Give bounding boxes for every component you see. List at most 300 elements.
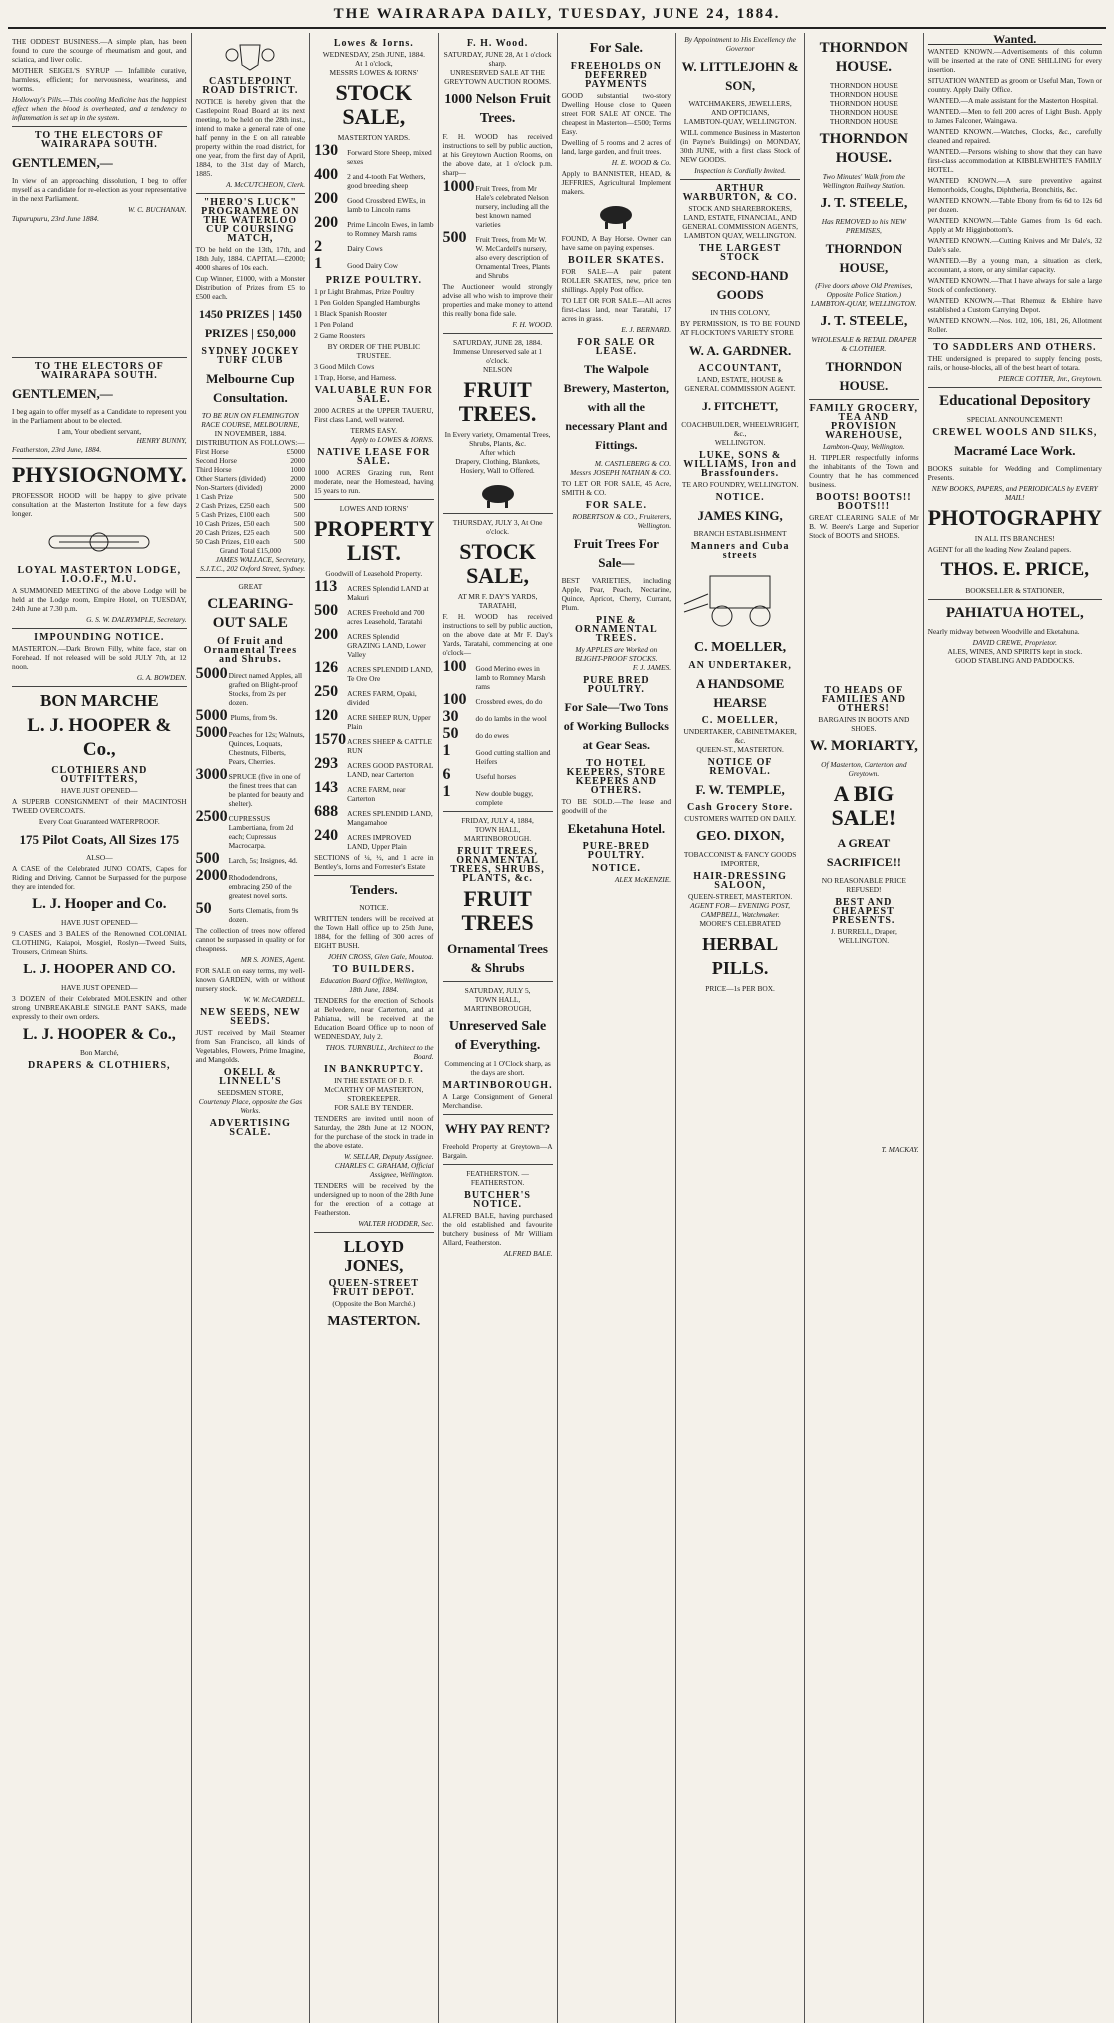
lot-text: ACRES FARM, Opaki, divided — [347, 689, 417, 707]
cross-sig: JOHN CROSS, Glen Gale, Moutoa. — [327, 952, 434, 961]
apply: Apply to LOWES & IORNS. — [350, 435, 434, 444]
fruit-depot: QUEEN-STREET FRUIT DEPOT. — [328, 1278, 419, 1298]
distribution-amount: 500 — [294, 528, 306, 537]
lot-number: 50 — [195, 900, 212, 917]
undertaker: AN UNDERTAKER, — [688, 660, 792, 671]
lot-text: Fruit Trees, from Mr W. W. McCardell's nursery, also every description of Ornamental Trees, Plants and Shrubs — [475, 235, 551, 280]
wanted-list — [928, 47, 1102, 334]
to-let: TO LET OR FOR SALE—All acres first-class land, near Taratahi, 17 acres in grass. — [561, 296, 672, 323]
divider — [928, 338, 1102, 339]
clasped-hands-icon — [44, 522, 154, 562]
to-sold: TO BE SOLD.—The lease and goodwill of the — [561, 797, 672, 815]
notice-6: NOTICE. — [715, 492, 765, 503]
native-body: 1000 ACRES Grazing run, Rent moderate, near the Homestead, having 15 years to run. — [314, 468, 434, 495]
lot-text: ACRES SHEEP & CATTLE RUN — [347, 737, 433, 755]
fruit-sale-body: BEST VARIETIES, including Apple, Pear, Peach, Nectarine, Quince, Apricot, Cherry, Currant, Plum. — [561, 576, 672, 612]
sections: SECTIONS of ¼, ½, and 1 acre in Bentley's, Iorns and Forrester's Estate — [314, 853, 434, 871]
undertaker-2: UNDERTAKER, CABINETMAKER, &c. — [683, 727, 797, 745]
lot-number: 293 — [314, 755, 339, 772]
wanted-ad: WANTED KNOWN.—Cutting Knives and Mr Dale's, 32 Dale's sale. — [927, 236, 1102, 254]
distribution-row — [196, 501, 306, 510]
distribution-label: First Horse — [195, 447, 229, 456]
lot-text: Crossbred ewes, do do — [475, 697, 543, 706]
removed: Has REMOVED to his NEW PREMISES, — [821, 217, 906, 235]
lot-row — [314, 239, 433, 255]
nelson-trees: 1000 Nelson Fruit Trees. — [444, 92, 551, 126]
great-clear: GREAT CLEARING SALE of Mr B. W. Beere's Large and Superior Stock of BOOTS and SHOES. — [809, 513, 919, 540]
james-king: JAMES KING, — [697, 508, 783, 523]
divider — [928, 599, 1102, 600]
dwelling-2: Dwelling of 5 rooms and 2 acres of land, large garden, and fruit trees. — [561, 138, 672, 156]
lot-number: 1570 — [314, 731, 347, 748]
lot-text: Good cutting stallion and Heifers — [475, 748, 551, 766]
lloyd-jones: LLOYD JONES, — [343, 1237, 405, 1275]
bookseller: BOOKSELLER & STATIONER, — [965, 586, 1065, 595]
bernard-2: E. J. BERNARD. — [621, 325, 672, 334]
lodge-heading: LOYAL MASTERTON LODGE, I.O.O.F., M.U. — [17, 565, 182, 585]
dwelling: GOOD substantial two-story Dwelling House close to Queen street FOR SALE AT ONCE. The cheapest in Masterton—£500; Terms Easy. — [561, 91, 672, 136]
lot-number: 1000 — [442, 178, 475, 195]
castlepoint-heading: CASTLEPOINT ROAD DISTRICT. — [202, 76, 299, 96]
lot-text: ACRES Splendid LAND at Makuri — [347, 584, 429, 602]
wholesale: WHOLESALE & RETAIL DRAPER & CLOTHIER. — [811, 335, 917, 353]
distribution-label: Second Horse — [195, 456, 237, 465]
distribution-row — [196, 492, 306, 501]
distribution-amount: 500 — [294, 501, 306, 510]
november: IN NOVEMBER, 1884. — [214, 429, 287, 438]
lot-number: 130 — [314, 142, 339, 159]
impound-body: MASTERTON.—Dark Brown Filly, white face, star on Forehead. If not released will be sold JULY 7th, at 12 noon. — [12, 644, 187, 671]
fitchett: J. FITCHETT, — [702, 399, 779, 413]
lot-text: ACRES SPLENDID LAND, Mangamahoe — [347, 809, 433, 827]
clearing-out-sale: CLEARING-OUT SALE — [207, 596, 294, 631]
lot-number: 2 — [314, 238, 323, 255]
thorndon-3: THORNDON HOUSE, — [825, 241, 903, 275]
hooper-2: L. J. Hooper and Co. — [32, 896, 167, 912]
tippler: H. TIPPLER respectfully informs the inhabitants of the Town and Country that he has commenced business. — [809, 453, 919, 489]
lodge-sig: G. S. W. DALRYMPLE, Secretary. — [86, 615, 187, 624]
poultry-list — [314, 287, 433, 340]
lot-number: 200 — [314, 214, 339, 231]
saturday-july: SATURDAY, JULY 5, — [464, 986, 531, 995]
distribution-row — [196, 474, 306, 483]
gentlemen-2: GENTLEMEN,— — [12, 386, 113, 401]
bale-sig: ALFRED BALE. — [503, 1249, 553, 1258]
okell-3: Courtenay Place, opposite the Gas Works. — [198, 1097, 302, 1115]
saddlers-body: THE undersigned is prepared to supply fencing posts, rails, or house-blocks, all of the best heart of totara. — [927, 354, 1102, 372]
distribution-label: Third Horse — [195, 465, 232, 474]
lot-row — [314, 167, 433, 190]
great: GREAT — [238, 582, 263, 591]
holloway: Holloway's Pills.—This cooling Medicine has the happiest effect when the blood is overheated, and a tendency to inflammation is set up in the system. — [12, 95, 187, 122]
pills: HERBAL PILLS. — [702, 934, 779, 978]
te-aro: TE ARO FOUNDRY, WELLINGTON. — [681, 480, 799, 489]
column-1 — [8, 33, 192, 2023]
pierce-sig: PIERCE COTTER, Jnr., Greytown. — [998, 374, 1102, 383]
thursday: THURSDAY, JULY 3, At One o'clock. — [452, 518, 543, 536]
freeholds: FREEHOLDS ON DEFERRED PAYMENTS — [570, 61, 662, 90]
apples: My APPLES are Worked on BLIGHT-PROOF STOCKS. — [575, 645, 658, 663]
removal: NOTICE OF REMOVAL. — [707, 757, 773, 777]
property-list: PROPERTY LIST. — [314, 516, 435, 565]
thorndon-line: THORNDON HOUSE — [829, 81, 898, 90]
wanted-ad: WANTED KNOWN.—That I have always for sale a large Stock of confectionery. — [927, 276, 1102, 294]
pahiatua: PAHIATUA HOTEL, — [945, 605, 1084, 621]
warren: F. J. JAMES. — [632, 663, 672, 672]
lot-row — [443, 743, 553, 766]
divider — [12, 126, 187, 127]
gentlemen-1: GENTLEMEN,— — [12, 155, 113, 170]
lot-number: 3000 — [195, 766, 228, 783]
electors-sig-2: HENRY BUNNY, — [136, 436, 187, 445]
walpole: FOR SALE OR LEASE. — [577, 337, 656, 357]
agent: LAND, ESTATE, HOUSE & GENERAL COMMISSION AGENT. — [684, 375, 796, 393]
wood-heading: F. H. Wood. — [466, 38, 529, 49]
lot-row — [196, 901, 306, 924]
to-let-2: TO LET OR FOR SALE, 45 Acre, SMITH & CO. — [561, 479, 672, 497]
distribution-label: 2 Cash Prizes, £250 each — [195, 501, 270, 510]
wanted-ad: WANTED KNOWN.—Table Ebony from 6s 6d to 12s 6d per dozen. — [927, 196, 1102, 214]
sheep-icon — [591, 200, 641, 230]
walk: Two Minutes' Walk from the Wellington Railway Station. — [822, 172, 906, 190]
lot-text: Peaches for 12s; Walnuts, Quinces, Loquats, Chestnuts, Filberts, Pears, Cherries. — [228, 730, 305, 766]
poultry-item: 2 Game Roosters — [314, 331, 366, 340]
thorndon-line: THORNDON HOUSE — [829, 108, 898, 117]
lodge-body: A SUMMONED MEETING of the above Lodge will be held at the Lodge room, Empire Hotel, on TUESDAY, 24th June at 7.30 p.m. — [12, 586, 187, 613]
lot-text: ACRES SPLENDID LAND, Te Ore Ore — [347, 665, 433, 683]
campbell: CAMPBELL, Watchmaker. — [700, 910, 780, 919]
divider — [12, 458, 187, 459]
nelson-lots — [443, 179, 553, 280]
column-3 — [310, 33, 438, 2023]
steele-2: J. T. STEELE, — [820, 314, 908, 329]
orn-big: Ornamental Trees & Shrubs — [447, 941, 548, 975]
lot-text: New double buggy, complete — [475, 789, 534, 807]
lot-number: 143 — [314, 779, 339, 796]
lot-row — [314, 780, 433, 803]
lot-row — [443, 179, 553, 229]
lambton-2: Lambton-Quay, Wellington. — [823, 442, 905, 451]
thorndon-list — [809, 81, 919, 126]
poultry-item: 1 Pen Golden Spangled Hamburghs — [314, 298, 420, 307]
hooper-4: L. J. HOOPER & Co., — [22, 1026, 176, 1043]
bon-marche: BON MARCHE — [40, 691, 159, 710]
masterton: MASTERTON. — [327, 1314, 421, 1329]
valuable-run: VALUABLE RUN FOR SALE. — [314, 385, 433, 405]
friday: FRIDAY, JULY 4, 1884, — [461, 816, 534, 825]
lot-row — [314, 143, 433, 166]
permission: BY PERMISSION, IS TO BE FOUND AT FLOCKTON'S VARIETY STORE — [680, 319, 801, 337]
distribution-label: 10 Cash Prizes, £50 each — [195, 519, 270, 528]
auctioneer-note: The Auctioneer would strongly advise all who wish to improve their properties and make money to attend this really bona fide sale. — [442, 282, 553, 318]
column-8 — [924, 33, 1106, 2023]
lot-text: 2 and 4-tooth Fat Wethers, good breeding sheep — [347, 172, 426, 190]
lot-number: 200 — [314, 190, 339, 207]
lot-text: Dairy Cows — [347, 244, 383, 253]
distribution-amount: 500 — [294, 510, 306, 519]
thorndon-line: THORNDON HOUSE — [829, 90, 898, 99]
tobacconist: TOBACCONIST & FANCY GOODS IMPORTER, — [683, 850, 797, 868]
heads: TO HEADS OF FAMILIES AND OTHERS! — [821, 685, 907, 714]
lot-text: Rhododendrons, embracing 250 of the greatest novel sorts. — [228, 873, 292, 900]
why-pay: WHY PAY RENT? — [444, 1121, 551, 1136]
lot-text: ACRES GOOD PASTORAL LAND, near Carterton — [347, 761, 434, 779]
lot-number: 5000 — [195, 707, 228, 724]
largest: THE LARGEST STOCK — [698, 243, 782, 263]
lot-row — [443, 709, 553, 725]
lot-row — [443, 659, 553, 691]
distribution-label: 20 Cash Prizes, £25 each — [195, 528, 270, 537]
unreserved: UNRESERVED SALE AT THE GREYTOWN AUCTION ROOMS. — [444, 68, 551, 86]
lot-row — [196, 868, 306, 900]
wellington: WELLINGTON. — [714, 438, 766, 447]
lot-row — [196, 708, 306, 724]
lot-number: 500 — [314, 602, 339, 619]
five-doors: (Five doors above Old Premises, Opposite Police Station.) — [815, 281, 913, 299]
lot-row — [314, 603, 433, 626]
lot-text: ACRES IMPROVED LAND, Upper Plain — [347, 833, 412, 851]
nathan: Messrs JOSEPH NATHAN & CO. — [570, 468, 672, 477]
lowes-2: LOWES AND IORNS' — [339, 504, 408, 513]
sydney-heading: SYDNEY JOCKEY TURF CLUB — [201, 346, 300, 366]
column-2 — [192, 33, 311, 2023]
stock-sale-2: STOCK SALE, — [459, 539, 536, 588]
divider — [443, 1164, 553, 1165]
distribution-list — [196, 447, 306, 546]
pure-bred: PURE BRED POULTRY. — [583, 675, 650, 695]
lot-text: Useful horses — [475, 772, 516, 781]
lot-text: SPRUCE (five in one of the finest trees that can be planted for beauty and shelter). — [228, 772, 304, 808]
lot-text: Fruit Trees, from Mr Hale's celebrated Nelson nursery, including all the best known named varieties — [475, 184, 549, 229]
wanted-ad: WANTED KNOWN.—Nos. 102, 106, 181, 26, Allotment Roller. — [927, 316, 1102, 334]
lot-number: 1 — [314, 255, 323, 272]
unreserved-2: Unreserved Sale of Everything. — [448, 1019, 547, 1053]
lot-row — [314, 708, 433, 731]
town-hall-2: TOWN HALL, MARTINBOROUGH, — [464, 995, 532, 1013]
fruit-sale: Fruit Trees For Sale— — [573, 536, 659, 570]
electors-body-2: I beg again to offer myself as a Candidate to represent you in the Parliament about to be elected. — [12, 407, 187, 425]
lot-row — [314, 579, 433, 602]
lot-text: do do lambs in the wool — [475, 714, 547, 723]
lot-row — [443, 767, 553, 783]
for-sale-heading: For Sale. — [589, 41, 644, 56]
luke: LUKE, SONS & WILLIAMS, Iron and Brassfounders. — [683, 450, 797, 479]
distribution-label: Other Starters (divided) — [195, 474, 266, 483]
electors-date-2: Featherston, 23rd June, 1884. — [12, 445, 102, 454]
distribution-label: 1 Cash Prize — [195, 492, 233, 501]
distribution-amount: 2000 — [290, 483, 306, 492]
lot-number: 30 — [442, 708, 459, 725]
appointment: By Appointment to His Excellency the Governor — [684, 35, 796, 53]
goodwill: Goodwill of Leasehold Property. — [325, 569, 423, 578]
no-reason: NO REASONABLE PRICE REFUSED! — [821, 876, 906, 894]
macrame: Macramé Lace Work. — [954, 443, 1076, 458]
wanted-ad: WANTED.—Persons wishing to show that they can have first-class accommodation at KIBBLEWHITE'S FAMILY HOTEL. — [927, 147, 1102, 174]
hooper-3: L. J. HOOPER AND CO. — [23, 962, 176, 977]
littlejohn: W. LITTLEJOHN & SON, — [681, 59, 799, 93]
price: PRICE—1s PER BOX. — [705, 984, 775, 993]
lot-number: 5000 — [195, 724, 228, 741]
hooper-name: L. J. HOOPER & Co., — [27, 715, 172, 760]
distribution-row — [196, 447, 306, 456]
poultry-item: 1 Black Spanish Rooster — [314, 309, 387, 318]
divider — [12, 686, 187, 687]
for-sale-2: FOR SALE. — [585, 500, 647, 511]
butcher: BUTCHER'S NOTICE. — [464, 1190, 531, 1210]
sat-date: SATURDAY, JUNE 28, At 1 o'clock sharp. — [443, 50, 552, 68]
poultry-item: 1 pr Light Brahmas, Prize Poultry — [314, 287, 415, 296]
seeds-heading: NEW SEEDS, NEW SEEDS. — [199, 1007, 301, 1027]
also: ALSO— — [85, 853, 113, 862]
pine: PINE & ORNAMENTAL TREES. — [575, 615, 658, 644]
mother-seigel: MOTHER SEIGEL'S SYRUP — Infallible curative, harmless, efficient; for nervousness, weariness, and worms. — [12, 66, 187, 93]
lot-number: 100 — [442, 658, 467, 675]
drapery: Drapery, Clothing, Blankets, Hosiery, Wall to Offered. — [455, 457, 540, 475]
flemington: TO BE RUN ON FLEMINGTON RACE COURSE, MELBOURNE, — [201, 411, 300, 429]
lot-number: 120 — [314, 707, 339, 724]
impound-sig: G. A. BOWDEN. — [136, 673, 187, 682]
distribution-amount: 2000 — [290, 474, 306, 483]
thorndon-line: THORNDON HOUSE — [829, 117, 898, 126]
pahiatua-sub: Nearly midway between Woodville and Eketahuna. — [927, 627, 1080, 636]
distribution-row — [196, 519, 306, 528]
sale-date: WEDNESDAY, 25th JUNE, 1884. — [322, 50, 425, 59]
crewe: DAVID CREWE, Proprietor. — [972, 638, 1057, 647]
cheapest: BEST AND CHEAPEST PRESENTS. — [832, 897, 896, 926]
lot-number: 113 — [314, 578, 338, 595]
books: BOOKS suitable for Wedding and Complimentary Presents. — [927, 464, 1102, 482]
divider — [314, 1232, 433, 1233]
lot-number: 5000 — [195, 665, 228, 682]
herbal: MOORE'S CELEBRATED — [699, 919, 781, 928]
milch-cows: 3 Good Milch Cows — [314, 362, 375, 371]
divider — [443, 811, 553, 812]
crewel: CREWEL WOOLS AND SILKS, — [932, 427, 1098, 438]
physiognomy-body: PROFESSOR HOOD will be happy to give private consultation at the Masterton Institute for a few days longer. — [12, 491, 187, 518]
distribution-label: 5 Cash Prizes, £100 each — [195, 510, 270, 519]
after: After which — [479, 448, 516, 457]
stock-brokers: STOCK AND SHAREBROKERS, LAND, ESTATE, FINANCIAL, AND GENERAL COMMISSION AGENTS, — [682, 204, 798, 231]
lot-text: Good Crossbred EWEs, in lamb to Lincoln rams — [347, 196, 426, 214]
queen: QUEEN-ST., MASTERTON. — [696, 745, 784, 754]
immense: Immense Unreserved sale at 1 o'clock. — [453, 347, 543, 365]
nelson-body: F. H. WOOD has received instructions to sell by public auction, at his Greytown Auction Rooms, on the above date, at 1 o'clock p.m. sharp— — [442, 132, 553, 177]
opposite: (Opposite the Bon Marché.) — [332, 1299, 416, 1308]
coat-of-arms-icon — [220, 39, 280, 73]
lot-row — [196, 809, 306, 850]
trap: 1 Trap, Horse, and Harness. — [314, 373, 397, 382]
lot-number: 126 — [314, 659, 339, 676]
okell-2: SEEDSMEN STORE, — [217, 1088, 284, 1097]
moriarty: W. MORIARTY, — [809, 738, 918, 754]
distribution-label: 50 Cash Prizes, £10 each — [195, 537, 270, 546]
big-sale: A BIG SALE! — [831, 781, 897, 830]
fruit-lots — [196, 666, 306, 924]
manners: Manners and Cuba streets — [690, 541, 790, 561]
distribution-amount: 500 — [294, 537, 306, 546]
for-sale-tender: FOR SALE BY TENDER. — [334, 1103, 414, 1112]
lot-text: do do ewes — [475, 731, 509, 740]
lot-number: 6 — [442, 766, 451, 783]
consign: A Large Consignment of General Merchandise. — [442, 1092, 553, 1110]
lot-number: 50 — [442, 725, 459, 742]
lot-row — [314, 191, 433, 214]
divider — [680, 179, 800, 180]
okell: OKELL & LINNELL'S — [219, 1067, 282, 1087]
tender-note: TENDERS will be received by the undersigned up to noon of the 28th June for the erection of a cottage at Featherston. — [314, 1181, 434, 1217]
sheep-icon — [473, 479, 523, 509]
burrell: J. BURRELL, Draper, — [830, 927, 897, 936]
electors-date-1: Tupurupuru, 23rd June 1884. — [12, 214, 99, 223]
sale-pair: FOR SALE—A pair patent ROLLER SKATES, new, price ten shillings. Apply Post office. — [561, 267, 672, 294]
distribution-row — [196, 510, 306, 519]
stock-lots-2 — [443, 659, 553, 807]
wanted-heading: Wanted. — [928, 35, 1102, 45]
lot-text: Prime Lincoln Ewes, in lamb to Romney Marsh rams — [347, 220, 434, 238]
lot-row — [314, 732, 433, 755]
wallace-sig: JAMES WALLACE, Secretary, S.J.T.C., 202 Oxford Street, Sydney. — [200, 555, 306, 573]
column-6 — [676, 33, 805, 2023]
lot-number: 240 — [314, 827, 339, 844]
distribution-label: Non-Starters (divided) — [195, 483, 263, 492]
wanted-ad: WANTED.—Men to fell 200 acres of Light Bush. Apply to James Falconer, Waingawa. — [927, 107, 1102, 125]
lot-number: 1 — [442, 783, 451, 800]
lambton-2: LAMBTON QUAY, WELLINGTON. — [684, 231, 797, 240]
boots: BOOTS! BOOTS!! BOOTS!!! — [816, 492, 912, 512]
wanted-ad: WANTED KNOWN.—Watches, Clocks, &c., carefully cleaned and repaired. — [927, 127, 1102, 145]
divider — [443, 981, 553, 982]
divider — [196, 577, 306, 578]
customers: CUSTOMERS WAITED ON DAILY. — [684, 814, 796, 823]
fruit-sub: In Every variety, Ornamental Trees, Shrubs, Plants, &c. — [444, 430, 551, 448]
thorndon-heading-2: THORNDON HOUSE. — [819, 131, 909, 166]
pure-seed: PURE-BRED POULTRY. — [582, 841, 650, 861]
thorndon-heading: THORNDON HOUSE. — [819, 40, 909, 75]
temple: F. W. TEMPLE, — [695, 782, 785, 797]
lot-text: Forward Store Sheep, mixed sexes — [347, 148, 432, 166]
nelson-2: NELSON — [482, 365, 513, 374]
electors-heading-2: TO THE ELECTORS OF WAIRARAPA SOUTH. — [34, 361, 164, 381]
columns — [8, 33, 1106, 2023]
sacrifice: A GREAT SACRIFICE!! — [826, 836, 901, 869]
hearse: A HANDSOME HEARSE — [695, 676, 785, 710]
lambton: LAMBTON-QUAY, WELLINGTON. — [683, 117, 797, 126]
mackay-sig: T. MACKAY. — [881, 1145, 919, 1154]
watchmakers: WATCHMAKERS, JEWELLERS, AND OPTICIANS, — [688, 99, 792, 117]
lot-text: Good Merino ewes in lamb to Romney Marsh rams — [475, 664, 546, 691]
lot-row — [314, 256, 433, 272]
agent-8: AGENT for all the leading New Zealand papers. — [927, 545, 1072, 554]
photo-sub: IN ALL ITS BRANCHES! — [974, 534, 1055, 543]
special: SPECIAL ANNOUNCEMENT! — [966, 415, 1063, 424]
inspect: Inspection is Cordially Invited. — [694, 166, 786, 175]
edu-depository: Educational Depository — [939, 393, 1091, 409]
macintosh: A SUPERB CONSIGNMENT of their MACINTOSH TWEED OVERCOATS. — [12, 797, 187, 815]
castlepoint-body: NOTICE is hereby given that the Castlepoint Road Board at its next meeting, to be held on the 28th inst., intend to make a general rate of one half penny in the £ on all rateable property within the road district, for one year, from the first day of April, 1884, to the 31st day of March, 1885. — [195, 97, 306, 178]
seeds-body: JUST received by Mail Steamer from San Francisco, all kinds of Vegetables, Flowers, Prime Imagine, and Mangolds. — [195, 1028, 306, 1064]
instruct: MESSRS LOWES & IORNS' — [329, 68, 419, 77]
drapers: DRAPERS & CLOTHIERS, — [28, 1060, 171, 1071]
terms: TERMS EASY. — [350, 426, 398, 435]
distribution-row — [196, 465, 306, 474]
warburton: ARTHUR WARBURTON, & CO. — [682, 183, 798, 203]
distribution-heading: DISTRIBUTION AS FOLLOWS:— — [195, 438, 305, 447]
run-acres: 2000 ACRES at the UPPER TAUERU, First class Land, well watered. — [314, 406, 434, 424]
lot-number: 250 — [314, 683, 339, 700]
lot-number: 688 — [314, 803, 339, 820]
moleskin: 3 DOZEN of their Celebrated MOLESKIN and other strong UNBREAKABLE SINGLE PANT SAKS, made expressly to their own orders. — [12, 994, 187, 1021]
jones-sig: MR S. JONES, Agent. — [240, 955, 306, 964]
